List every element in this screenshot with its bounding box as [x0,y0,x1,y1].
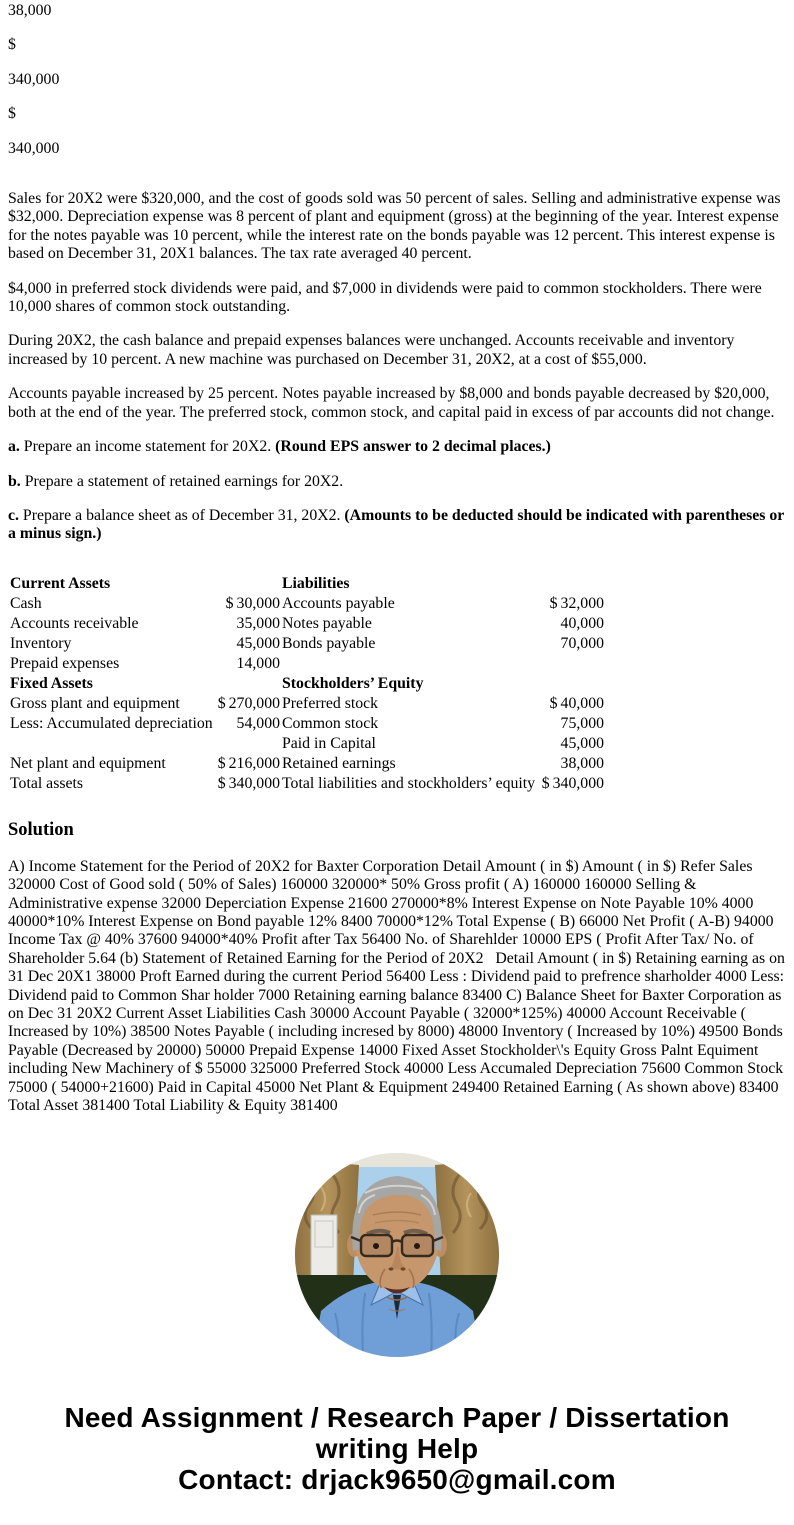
account-label: Common stock [282,714,379,732]
account-label [280,654,540,674]
table-row [8,674,604,694]
table-row [8,694,604,714]
problem-paragraph-sales: Sales for 20X2 were $320,000, and the cost of goods sold was 50 percent of sales. Selling and administrative expense was $32,000. Depreciation expense was 8 percent of plant and equipment (gross) at the beginning of the year. Interest expense for the notes payable was 10 percent, while the interest rate on the bonds payable was 12 percent. This interest expense is based on December 31, 20X1 balances. The tax rate averaged 40 percent. [8,190,781,263]
problem-paragraph-balances: During 20X2, the cash balance and prepaid expenses balances were unchanged. Accounts receivable and inventory increased by 10 percent. A new machine was purchased on December 31, 20X2, at a cost of $55,000. [8,332,735,368]
task-note: (Round EPS answer to 2 decimal places.) [275,438,551,456]
account-amount: 75,000 [560,714,604,732]
account-amount: 54,000 [236,714,280,732]
task-item-b [8,473,786,491]
table-row [8,594,604,614]
leftover-amount: 340,000 [8,139,60,157]
section-header: Stockholders’ Equity [282,674,424,692]
account-amount [540,574,604,594]
account-label: Total assets [10,774,84,792]
account-amount: $ 40,000 [549,694,604,712]
account-label: Cash [10,594,42,612]
task-text: Prepare a balance sheet as of December 31, 20X2. [18,506,345,524]
account-amount [216,734,280,754]
account-label: Accounts payable [282,594,395,612]
table-row [8,714,604,734]
account-label: Notes payable [282,614,372,632]
task-label: a. [8,438,20,456]
task-label: b. [8,472,21,490]
account-label: Prepaid expenses [10,654,120,672]
account-label: Total liabilities and stockholders’ equity [282,774,536,792]
section-header: Current Assets [10,574,111,592]
account-amount: $ 32,000 [549,594,604,612]
account-amount [216,674,280,694]
leftover-amount: $ [8,36,16,54]
account-amount: 38,000 [560,754,604,772]
account-label: Inventory [10,634,72,652]
table-row [8,634,604,654]
table-row [8,774,604,794]
account-amount [216,574,280,594]
photo-container [8,1153,786,1357]
leftover-amount: 38,000 [8,2,52,19]
task-label: c. [8,506,19,524]
account-amount: 45,000 [560,734,604,752]
account-amount [540,654,604,674]
task-note: (Amounts to be deducted should be indicated with parentheses or a minus sign.) [8,506,785,543]
account-label: Preferred stock [282,694,379,712]
leftover-amount: 340,000 [8,70,60,88]
account-amount: $ 340,000 [541,774,604,792]
table-row [8,654,604,674]
table-row [8,614,604,634]
tutor-photo [295,1153,499,1357]
account-amount: 14,000 [236,654,280,672]
table-row [8,734,604,754]
section-header: Liabilities [282,574,350,592]
footer-headline-line1: Need Assignment / Research Paper / Dissertation [64,1402,730,1434]
footer-contact-email: Contact: drjack9650@gmail.com [178,1464,616,1496]
account-amount: $ 30,000 [225,594,280,612]
account-amount: 70,000 [560,634,604,652]
account-label [8,734,216,754]
table-row [8,574,604,594]
account-amount: $ 340,000 [217,774,280,792]
document-page [0,2,794,1495]
problem-paragraph-dividends: $4,000 in preferred stock dividends were paid, and $7,000 in dividends were paid to common stockholders. There were 10,000 shares of common stock outstanding. [8,279,762,316]
leftover-amounts [8,2,786,158]
account-label: Net plant and equipment [10,754,166,772]
balance-sheet-table [8,574,604,794]
solution-text: A) Income Statement for the Period of 20X2 for Baxter Corporation Detail Amount ( in $) Amount ( in $) Refer Sales 320000 Cost of Good sold ( 50% of Sales) 160000 320000* 50% Gross profit ( A) 160000 160000 Selling & Administrative expense 32000 Deperciation Expense 21600 270000*8% Interest Expense on Note Payable 10% 4000 40000*10% Interest Expense on Bond payable 12% 8400 70000*12% Total Expense ( B) 66000 Net Profit ( A-B) 94000 Income Tax @ 40% 37600 94000*40% Profit after Tax 56400 No. of Sharehlder 10000 EPS ( Profit After Tax/ No. of Shareholder 5.64 (b) Statement of Retained Earning for the Period of 20X2 Detail Amount ( in $) Retaining earning as on 31 Dec 20X1 38000 Proft Earned during the current Period 56400 Less : Dividend paid to prefrence sharholder 4000 Less: Dividend paid to Common Shar holder 7000 Retaining earning balance 83400 C) Balance Sheet for Baxter Corporation as on Dec 31 20X2 Current Asset Liabilities Cash 30000 Account Payable ( 32000*125%) 40000 Account Receivable ( Increased by 10%) 38500 Notes Payable ( including incresed by 8000) 48000 Inventory ( Increased by 10%) 49500 Bonds Payable (Decreased by 20000) 50000 Prepaid Expense 14000 Fixed Asset Stockholder\'s Equity Gross Palnt Equiment including New Machinery of $ 55000 325000 Preferred Stock 40000 Less Accumaled Depreciation 75600 Common Stock 75000 ( 54000+21600) Paid in Capital 45000 Net Plant & Equipment 249400 Retained Earning ( As shown above) 83400 Total Asset 381400 Total Liability & Equity 381400 [8,857,789,1114]
account-label: Accounts receivable [10,614,139,632]
leftover-amount: $ [8,105,16,123]
account-amount: 45,000 [236,634,280,652]
task-text: Prepare an income statement for 20X2. [19,438,276,456]
table-row [8,754,604,774]
account-label: Retained earnings [282,754,396,772]
task-item-a [8,438,786,456]
section-header: Fixed Assets [10,674,93,692]
account-amount: $ 216,000 [217,754,280,772]
account-label: Gross plant and equipment [10,694,180,712]
task-text: Prepare a statement of retained earnings for 20X2. [20,472,344,490]
account-amount: 40,000 [560,614,604,632]
footer-promo [8,1402,786,1495]
task-item-c [8,507,786,544]
account-amount [540,674,604,694]
solution-heading: Solution [8,819,74,840]
account-label: Paid in Capital [282,734,376,752]
account-amount: 35,000 [236,614,280,632]
account-label: Bonds payable [282,634,376,652]
problem-paragraph-payables: Accounts payable increased by 25 percent. Notes payable increased by $8,000 and bonds payable decreased by $20,000, both at the end of the year. The preferred stock, common stock, and capital paid in excess of par accounts did not change. [8,385,775,421]
account-label: Less: Accumulated depreciation [10,714,213,732]
account-amount: $ 270,000 [217,694,280,712]
footer-headline-line2: writing Help [315,1433,479,1465]
